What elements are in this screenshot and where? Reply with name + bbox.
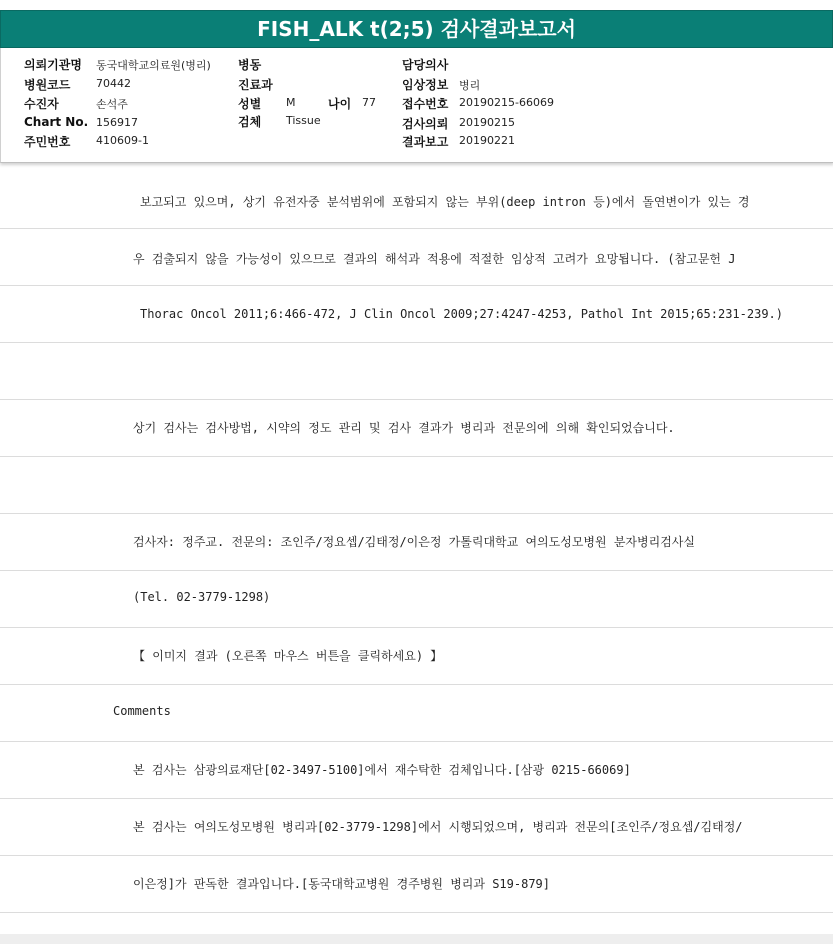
report-line (0, 685, 833, 742)
report-line (0, 172, 833, 229)
report-line-text: 검사자: 정주교. 전문의: 조인주/정요셉/김태정/이은정 가톨릭대학교 여의도성모병원 분자병리검사실 (133, 535, 695, 549)
clinical-info-label: 임상정보 (402, 78, 449, 92)
receipt-no-value: 20190215-66069 (459, 96, 554, 109)
comments-heading: Comments (113, 704, 171, 718)
report-line (0, 343, 833, 400)
report-line (0, 856, 833, 913)
chart-no-label: Chart No. (24, 115, 89, 129)
report-line-text: 보고되고 있으며, 상기 유전자중 분석범위에 포함되지 않는 부위(deep intron 등)에서 돌연변이가 있는 경 (140, 195, 750, 209)
age-value: 77 (362, 96, 376, 109)
age-label: 나이 (328, 97, 352, 111)
sex-label: 성별 (238, 97, 262, 111)
hospital-code-value: 70442 (96, 77, 131, 90)
specimen-label: 검체 (238, 115, 262, 129)
report-line (0, 799, 833, 856)
report-line (0, 286, 833, 343)
clinical-info-value: 병리 (459, 79, 481, 92)
report-header (0, 48, 833, 163)
report-line (0, 514, 833, 571)
report-line (0, 229, 833, 286)
specimen-value: Tissue (286, 114, 321, 127)
resident-id-label: 주민번호 (24, 135, 71, 149)
institution-label: 의뢰기관명 (24, 58, 82, 72)
report-line (0, 457, 833, 514)
report-title: FISH_ALK t(2;5) 검사결과보고서 (0, 10, 833, 48)
report-line (0, 400, 833, 457)
report-line-text: Thorac Oncol 2011;6:466-472, J Clin Oncol 2009;27:4247-4253, Pathol Int 2015;65:231-239.) (140, 307, 783, 321)
image-result-link[interactable]: 【 이미지 결과 (오른쪽 마우스 버튼을 클릭하세요) 】 (133, 649, 443, 663)
report-line (0, 571, 833, 628)
ward-label: 병동 (238, 58, 262, 72)
request-date-label: 검사의뢰 (402, 117, 449, 131)
receipt-no-label: 접수번호 (402, 97, 449, 111)
doctor-label: 담당의사 (402, 58, 449, 72)
request-date-value: 20190215 (459, 116, 515, 129)
scroll-area-bottom (0, 934, 833, 944)
institution-value: 동국대학교의료원(병리) (96, 59, 211, 72)
department-label: 진료과 (238, 78, 273, 92)
chart-no-value: 156917 (96, 116, 138, 129)
report-line-text: 우 검출되지 않을 가능성이 있으므로 결과의 해석과 적용에 적절한 임상적 고려가 요망됩니다. (참고문헌 J (133, 252, 736, 266)
report-body (0, 172, 833, 934)
report-line (0, 628, 833, 685)
hospital-code-label: 병원코드 (24, 78, 71, 92)
patient-value: 손석주 (96, 98, 128, 111)
report-line-text: 상기 검사는 검사방법, 시약의 정도 관리 및 검사 결과가 병리과 전문의에 의해 확인되었습니다. (133, 421, 675, 435)
report-line-text: 본 검사는 여의도성모병원 병리과[02-3779-1298]에서 시행되었으며, 병리과 전문의[조인주/정요셉/김태정/ (133, 820, 743, 834)
report-date-label: 결과보고 (402, 135, 449, 149)
sex-value: M (286, 96, 296, 109)
report-line-text: 이은정]가 판독한 결과입니다.[동국대학교병원 경주병원 병리과 S19-879] (133, 877, 550, 891)
report-line-text: 본 검사는 삼광의료재단[02-3497-5100]에서 재수탁한 검체입니다.[삼광 0215-66069] (133, 763, 631, 777)
resident-id-value: 410609-1 (96, 134, 149, 147)
report-line (0, 742, 833, 799)
report-line-text: (Tel. 02-3779-1298) (133, 590, 271, 604)
report-date-value: 20190221 (459, 134, 515, 147)
patient-label: 수진자 (24, 97, 59, 111)
